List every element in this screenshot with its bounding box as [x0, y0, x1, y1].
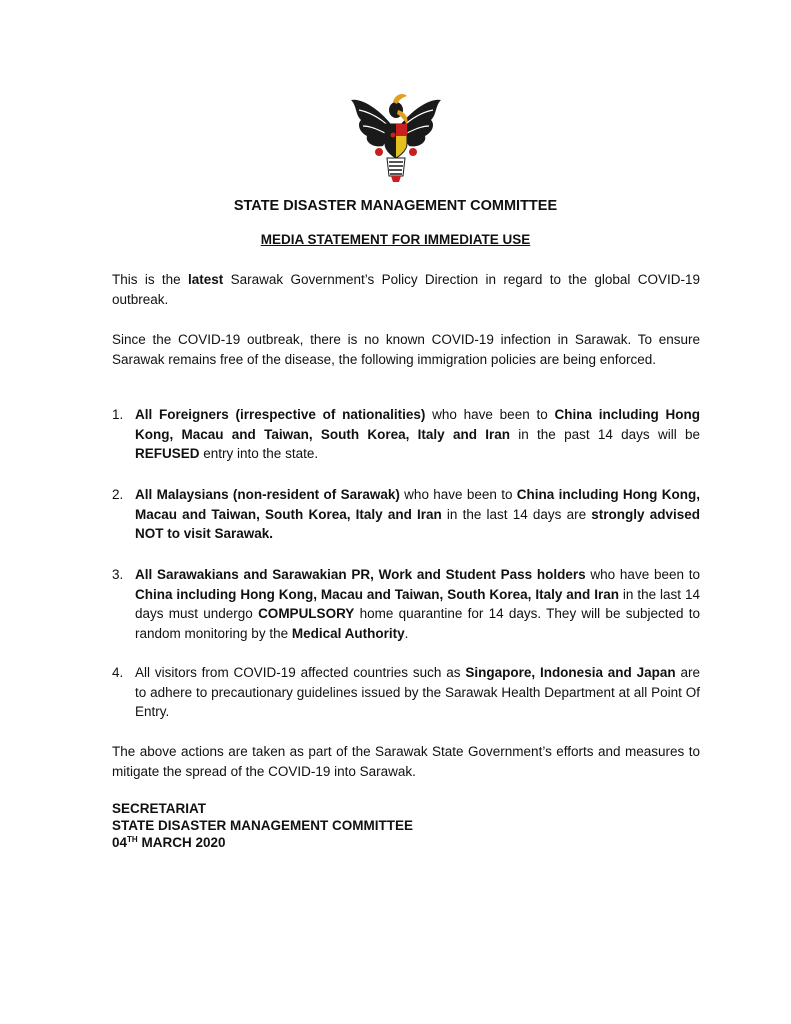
list-item: 4. All visitors from COVID-19 affected countries such as Singapore, Indonesia and Japan are to adhere to precautionary guidelines issued by the Sarawak Health Department at all Point Of Entry.	[112, 665, 701, 719]
signature-block	[112, 800, 413, 851]
list-item: 2. All Malaysians (non-resident of Sarawak) who have been to China including Hong Kong, Macau and Taiwan, South Korea, Italy and Iran in the last 14 days are strongly advised NOT to visit Sarawak.	[112, 487, 700, 541]
context-paragraph: Since the COVID-19 outbreak, there is no known COVID-19 infection in Sarawak. To ensure Sarawak remains free of the disease, the following immigration policies are being enforced.	[112, 332, 700, 367]
signature-date: 04TH MARCH 2020	[112, 835, 226, 850]
committee-heading: STATE DISASTER MANAGEMENT COMMITTEE	[233, 198, 558, 214]
statement-title: MEDIA STATEMENT FOR IMMEDIATE USE	[260, 232, 531, 247]
closing-paragraph: The above actions are taken as part of the Sarawak State Government’s efforts and measures to mitigate the spread of the COVID-19 into Sarawak.	[112, 744, 700, 779]
list-item: 3. All Sarawakians and Sarawakian PR, Work and Student Pass holders who have been to China including Hong Kong, Macau and Taiwan, South Korea, Italy and Iran in the last 14 days must undergo COMPULSORY home quarantine for 14 days. They will be subjected to random monitoring by the Medical Authority.	[112, 567, 700, 641]
list-item: 1. All Foreigners (irrespective of nationalities) who have been to China including Hong Kong, Macau and Taiwan, South Korea, Italy and Iran in the past 14 days will be REFUSED entry into the state.	[112, 407, 700, 461]
signature-committee: STATE DISASTER MANAGEMENT COMMITTEE	[112, 818, 413, 833]
intro-paragraph: This is the latest Sarawak Government’s Policy Direction in regard to the global COVID-19 outbreak.	[112, 272, 700, 307]
sarawak-crest-icon	[349, 88, 443, 184]
signature-secretariat: SECRETARIAT	[112, 801, 206, 816]
